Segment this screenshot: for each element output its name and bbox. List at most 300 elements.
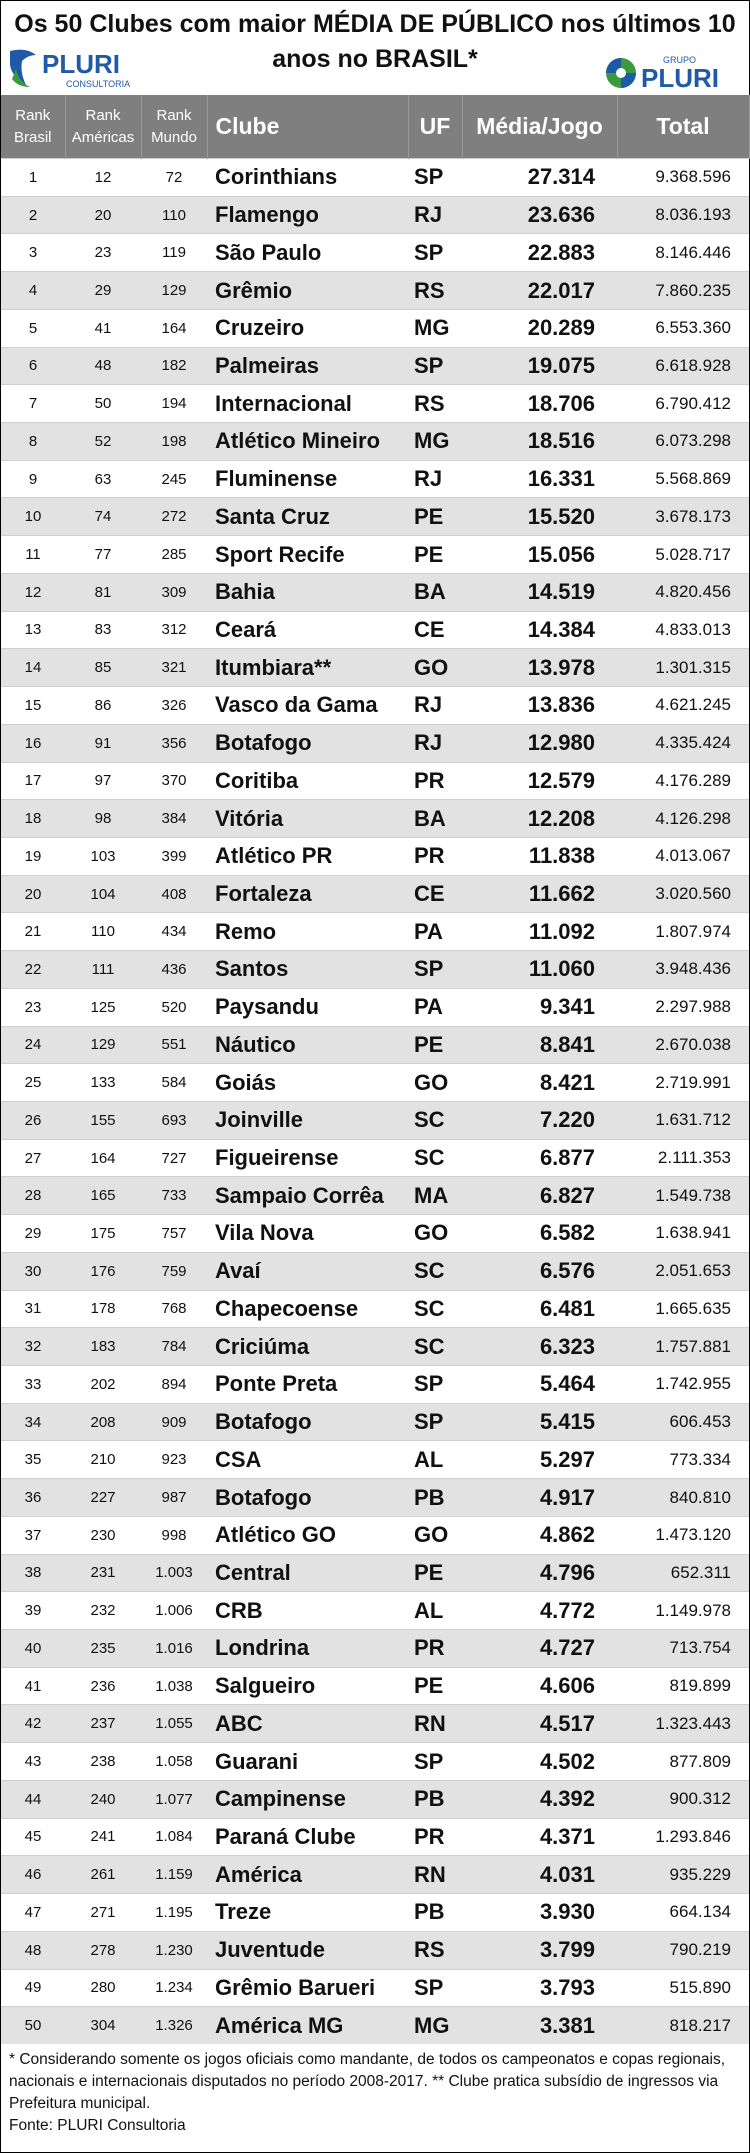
cell-rank-brasil: 18	[1, 800, 65, 838]
cell-total: 7.860.235	[617, 272, 749, 310]
cell-uf: GO	[408, 1516, 462, 1554]
cell-media-jogo: 11.060	[462, 951, 617, 989]
cell-media-jogo: 18.706	[462, 385, 617, 423]
cell-rank-brasil: 1	[1, 159, 65, 197]
cell-rank-mundo: 1.055	[141, 1705, 207, 1743]
cell-uf: SC	[408, 1328, 462, 1366]
table-row	[1, 272, 749, 310]
cell-media-jogo: 4.371	[462, 1818, 617, 1856]
cell-uf: SC	[408, 1252, 462, 1290]
cell-rank-mundo: 757	[141, 1215, 207, 1253]
table-row	[1, 1328, 749, 1366]
cell-rank-mundo: 1.003	[141, 1554, 207, 1592]
cell-club-name: América	[207, 1856, 408, 1894]
cell-rank-brasil: 3	[1, 234, 65, 272]
cell-total: 2.051.653	[617, 1252, 749, 1290]
cell-total: 900.312	[617, 1780, 749, 1818]
table-row	[1, 611, 749, 649]
cell-rank-americas: 50	[65, 385, 141, 423]
table-row	[1, 1592, 749, 1630]
cell-rank-brasil: 30	[1, 1252, 65, 1290]
cell-rank-mundo: 987	[141, 1479, 207, 1517]
cell-total: 6.553.360	[617, 309, 749, 347]
cell-rank-mundo: 129	[141, 272, 207, 310]
table-row	[1, 1931, 749, 1969]
cell-club-name: Criciúma	[207, 1328, 408, 1366]
table-row	[1, 498, 749, 536]
grupo-pluri-logo-top: GRUPO	[663, 55, 697, 65]
cell-rank-brasil: 39	[1, 1592, 65, 1630]
table-row	[1, 1403, 749, 1441]
cell-total: 515.890	[617, 1969, 749, 2007]
cell-club-name: Atlético GO	[207, 1516, 408, 1554]
col-rank-americas: Rank Américas	[65, 95, 141, 159]
cell-total: 790.219	[617, 1931, 749, 1969]
cell-total: 1.631.712	[617, 1101, 749, 1139]
cell-club-name: Sport Recife	[207, 536, 408, 574]
cell-rank-brasil: 28	[1, 1177, 65, 1215]
cell-rank-mundo: 312	[141, 611, 207, 649]
cell-uf: PE	[408, 536, 462, 574]
table-body	[1, 159, 749, 2044]
cell-rank-americas: 241	[65, 1818, 141, 1856]
table-row	[1, 234, 749, 272]
cell-rank-brasil: 11	[1, 536, 65, 574]
table-row	[1, 2007, 749, 2044]
cell-rank-brasil: 9	[1, 460, 65, 498]
cell-rank-brasil: 15	[1, 687, 65, 725]
cell-rank-mundo: 110	[141, 196, 207, 234]
cell-total: 5.028.717	[617, 536, 749, 574]
cell-total: 2.719.991	[617, 1064, 749, 1102]
cell-media-jogo: 19.075	[462, 347, 617, 385]
cell-uf: RJ	[408, 724, 462, 762]
cell-rank-brasil: 31	[1, 1290, 65, 1328]
cell-rank-brasil: 19	[1, 837, 65, 875]
cell-rank-mundo: 768	[141, 1290, 207, 1328]
cell-total: 818.217	[617, 2007, 749, 2044]
cell-uf: MG	[408, 309, 462, 347]
cell-rank-brasil: 43	[1, 1743, 65, 1781]
cell-total: 1.549.738	[617, 1177, 749, 1215]
cell-rank-americas: 208	[65, 1403, 141, 1441]
cell-uf: PB	[408, 1780, 462, 1818]
cell-rank-americas: 165	[65, 1177, 141, 1215]
cell-rank-americas: 110	[65, 913, 141, 951]
cell-rank-americas: 77	[65, 536, 141, 574]
cell-total: 877.809	[617, 1743, 749, 1781]
cell-rank-mundo: 72	[141, 159, 207, 197]
cell-media-jogo: 6.582	[462, 1215, 617, 1253]
cell-total: 1.473.120	[617, 1516, 749, 1554]
cell-rank-brasil: 27	[1, 1139, 65, 1177]
cell-rank-brasil: 24	[1, 1026, 65, 1064]
cell-total: 1.807.974	[617, 913, 749, 951]
table-row	[1, 988, 749, 1026]
cell-media-jogo: 4.862	[462, 1516, 617, 1554]
cell-media-jogo: 4.392	[462, 1780, 617, 1818]
cell-rank-americas: 278	[65, 1931, 141, 1969]
cell-rank-mundo: 309	[141, 573, 207, 611]
cell-rank-mundo: 923	[141, 1441, 207, 1479]
cell-rank-mundo: 326	[141, 687, 207, 725]
cell-total: 840.810	[617, 1479, 749, 1517]
cell-rank-brasil: 40	[1, 1630, 65, 1668]
cell-uf: SC	[408, 1101, 462, 1139]
cell-club-name: Corinthians	[207, 159, 408, 197]
cell-media-jogo: 13.978	[462, 649, 617, 687]
cell-total: 664.134	[617, 1894, 749, 1932]
cell-total: 819.899	[617, 1667, 749, 1705]
cell-total: 3.678.173	[617, 498, 749, 536]
table-row	[1, 800, 749, 838]
table-row	[1, 1064, 749, 1102]
footnote: * Considerando somente os jogos oficiais como mandante, de todos os campeonatos e copas regionais, nacionais e internacionais disputados no período 2008-2017. ** Clube pratica subsídio de ingressos via Prefeitura municipal.	[9, 2050, 726, 2112]
cell-rank-brasil: 2	[1, 196, 65, 234]
col-uf: UF	[408, 95, 462, 159]
cell-rank-brasil: 21	[1, 913, 65, 951]
cell-uf: MG	[408, 2007, 462, 2044]
cell-rank-americas: 129	[65, 1026, 141, 1064]
cell-rank-mundo: 370	[141, 762, 207, 800]
cell-club-name: Goiás	[207, 1064, 408, 1102]
cell-rank-brasil: 42	[1, 1705, 65, 1743]
cell-rank-americas: 52	[65, 423, 141, 461]
col-rank-brasil: Rank Brasil	[1, 95, 65, 159]
cell-rank-americas: 232	[65, 1592, 141, 1630]
cell-media-jogo: 7.220	[462, 1101, 617, 1139]
cell-media-jogo: 8.841	[462, 1026, 617, 1064]
table-row	[1, 196, 749, 234]
cell-rank-mundo: 894	[141, 1366, 207, 1404]
table-row	[1, 1743, 749, 1781]
cell-uf: SP	[408, 347, 462, 385]
cell-uf: RJ	[408, 687, 462, 725]
cell-uf: RN	[408, 1856, 462, 1894]
source-note: Fonte: PLURI Consultoria	[9, 2116, 186, 2134]
cell-club-name: Bahia	[207, 573, 408, 611]
cell-uf: RJ	[408, 460, 462, 498]
cell-club-name: ABC	[207, 1705, 408, 1743]
cell-rank-mundo: 321	[141, 649, 207, 687]
cell-rank-americas: 23	[65, 234, 141, 272]
cell-uf: PB	[408, 1479, 462, 1517]
cell-club-name: São Paulo	[207, 234, 408, 272]
cell-club-name: Vasco da Gama	[207, 687, 408, 725]
cell-uf: PR	[408, 837, 462, 875]
cell-rank-americas: 103	[65, 837, 141, 875]
table-row	[1, 1290, 749, 1328]
cell-club-name: Ponte Preta	[207, 1366, 408, 1404]
cell-media-jogo: 18.516	[462, 423, 617, 461]
cell-club-name: Grêmio Barueri	[207, 1969, 408, 2007]
cell-total: 2.670.038	[617, 1026, 749, 1064]
cell-media-jogo: 6.576	[462, 1252, 617, 1290]
cell-rank-americas: 98	[65, 800, 141, 838]
cell-club-name: Vitória	[207, 800, 408, 838]
grupo-pluri-logo-name: PLURI	[641, 63, 719, 93]
table-row	[1, 385, 749, 423]
cell-media-jogo: 4.917	[462, 1479, 617, 1517]
cell-club-name: Náutico	[207, 1026, 408, 1064]
table-row	[1, 1177, 749, 1215]
cell-club-name: Campinense	[207, 1780, 408, 1818]
header	[1, 1, 749, 95]
cell-media-jogo: 11.662	[462, 875, 617, 913]
cell-total: 6.073.298	[617, 423, 749, 461]
cell-club-name: Grêmio	[207, 272, 408, 310]
grupo-pluri-logo	[601, 47, 741, 93]
cell-uf: PE	[408, 1026, 462, 1064]
cell-rank-americas: 235	[65, 1630, 141, 1668]
cell-rank-brasil: 29	[1, 1215, 65, 1253]
cell-rank-brasil: 38	[1, 1554, 65, 1592]
cell-rank-mundo: 1.077	[141, 1780, 207, 1818]
cell-rank-americas: 125	[65, 988, 141, 1026]
cell-uf: BA	[408, 800, 462, 838]
cell-club-name: Remo	[207, 913, 408, 951]
cell-rank-brasil: 25	[1, 1064, 65, 1102]
cell-media-jogo: 23.636	[462, 196, 617, 234]
table-row	[1, 1441, 749, 1479]
cell-club-name: Central	[207, 1554, 408, 1592]
table-row	[1, 347, 749, 385]
cell-club-name: Treze	[207, 1894, 408, 1932]
cell-rank-mundo: 998	[141, 1516, 207, 1554]
cell-club-name: América MG	[207, 2007, 408, 2044]
cell-media-jogo: 4.031	[462, 1856, 617, 1894]
cell-rank-mundo: 164	[141, 309, 207, 347]
cell-rank-brasil: 47	[1, 1894, 65, 1932]
cell-rank-mundo: 759	[141, 1252, 207, 1290]
cell-club-name: Paraná Clube	[207, 1818, 408, 1856]
cell-rank-americas: 237	[65, 1705, 141, 1743]
cell-rank-brasil: 50	[1, 2007, 65, 2044]
cell-total: 1.293.846	[617, 1818, 749, 1856]
cell-media-jogo: 4.727	[462, 1630, 617, 1668]
cell-rank-brasil: 23	[1, 988, 65, 1026]
cell-rank-americas: 202	[65, 1366, 141, 1404]
cell-rank-brasil: 5	[1, 309, 65, 347]
cell-club-name: Itumbiara**	[207, 649, 408, 687]
cell-club-name: Avaí	[207, 1252, 408, 1290]
cell-rank-americas: 111	[65, 951, 141, 989]
cell-uf: RJ	[408, 196, 462, 234]
cell-uf: SP	[408, 1366, 462, 1404]
cell-uf: PE	[408, 1667, 462, 1705]
table-row	[1, 913, 749, 951]
table-row	[1, 1554, 749, 1592]
cell-total: 6.618.928	[617, 347, 749, 385]
cell-rank-mundo: 520	[141, 988, 207, 1026]
cell-rank-brasil: 44	[1, 1780, 65, 1818]
cell-media-jogo: 12.579	[462, 762, 617, 800]
cell-club-name: Figueirense	[207, 1139, 408, 1177]
table-row	[1, 1818, 749, 1856]
cell-rank-americas: 91	[65, 724, 141, 762]
cell-rank-americas: 304	[65, 2007, 141, 2044]
cell-rank-mundo: 1.016	[141, 1630, 207, 1668]
cell-media-jogo: 13.836	[462, 687, 617, 725]
table-row	[1, 1366, 749, 1404]
cell-media-jogo: 20.289	[462, 309, 617, 347]
cell-uf: MG	[408, 423, 462, 461]
cell-rank-mundo: 1.058	[141, 1743, 207, 1781]
cell-total: 4.176.289	[617, 762, 749, 800]
cell-rank-brasil: 49	[1, 1969, 65, 2007]
cell-total: 1.665.635	[617, 1290, 749, 1328]
cell-rank-brasil: 22	[1, 951, 65, 989]
cell-rank-mundo: 584	[141, 1064, 207, 1102]
cell-total: 773.334	[617, 1441, 749, 1479]
cell-rank-brasil: 45	[1, 1818, 65, 1856]
cell-rank-mundo: 784	[141, 1328, 207, 1366]
cell-rank-americas: 86	[65, 687, 141, 725]
cell-uf: PR	[408, 1630, 462, 1668]
pluri-logo-sub: CONSULTORIA	[66, 79, 131, 89]
table-row	[1, 1252, 749, 1290]
cell-media-jogo: 3.793	[462, 1969, 617, 2007]
cell-rank-mundo: 1.159	[141, 1856, 207, 1894]
cell-club-name: Guarani	[207, 1743, 408, 1781]
cell-total: 935.229	[617, 1856, 749, 1894]
cell-total: 5.568.869	[617, 460, 749, 498]
cell-total: 1.149.978	[617, 1592, 749, 1630]
cell-rank-americas: 227	[65, 1479, 141, 1517]
cell-uf: SP	[408, 234, 462, 272]
cell-rank-americas: 176	[65, 1252, 141, 1290]
cell-rank-americas: 85	[65, 649, 141, 687]
table-row	[1, 649, 749, 687]
cell-media-jogo: 27.314	[462, 159, 617, 197]
cell-rank-mundo: 727	[141, 1139, 207, 1177]
cell-rank-brasil: 14	[1, 649, 65, 687]
col-total: Total	[617, 95, 749, 159]
cell-club-name: Sampaio Corrêa	[207, 1177, 408, 1215]
cell-media-jogo: 3.930	[462, 1894, 617, 1932]
cell-rank-mundo: 119	[141, 234, 207, 272]
cell-uf: SP	[408, 159, 462, 197]
cell-total: 1.742.955	[617, 1366, 749, 1404]
cell-uf: GO	[408, 649, 462, 687]
cell-club-name: Juventude	[207, 1931, 408, 1969]
cell-total: 4.335.424	[617, 724, 749, 762]
table-row	[1, 309, 749, 347]
cell-media-jogo: 22.017	[462, 272, 617, 310]
cell-rank-americas: 81	[65, 573, 141, 611]
cell-total: 713.754	[617, 1630, 749, 1668]
cell-media-jogo: 5.464	[462, 1366, 617, 1404]
cell-uf: RS	[408, 385, 462, 423]
table-row	[1, 1139, 749, 1177]
cell-rank-mundo: 272	[141, 498, 207, 536]
cell-media-jogo: 14.519	[462, 573, 617, 611]
cell-total: 652.311	[617, 1554, 749, 1592]
cell-club-name: Botafogo	[207, 1479, 408, 1517]
cell-club-name: CRB	[207, 1592, 408, 1630]
table-row	[1, 1101, 749, 1139]
cell-uf: RS	[408, 1931, 462, 1969]
cell-media-jogo: 3.381	[462, 2007, 617, 2044]
cell-media-jogo: 6.481	[462, 1290, 617, 1328]
cell-uf: AL	[408, 1592, 462, 1630]
cell-rank-brasil: 8	[1, 423, 65, 461]
cell-media-jogo: 6.323	[462, 1328, 617, 1366]
cell-uf: RN	[408, 1705, 462, 1743]
cell-rank-americas: 155	[65, 1101, 141, 1139]
cell-media-jogo: 15.520	[462, 498, 617, 536]
cell-uf: SP	[408, 951, 462, 989]
cell-rank-brasil: 35	[1, 1441, 65, 1479]
cell-rank-mundo: 182	[141, 347, 207, 385]
cell-total: 4.820.456	[617, 573, 749, 611]
cell-rank-brasil: 17	[1, 762, 65, 800]
cell-rank-americas: 271	[65, 1894, 141, 1932]
table-row	[1, 423, 749, 461]
cell-rank-brasil: 20	[1, 875, 65, 913]
col-media: Média/Jogo	[462, 95, 617, 159]
cell-rank-mundo: 384	[141, 800, 207, 838]
cell-media-jogo: 6.827	[462, 1177, 617, 1215]
cell-rank-mundo: 399	[141, 837, 207, 875]
cell-club-name: CSA	[207, 1441, 408, 1479]
table-row	[1, 573, 749, 611]
cell-rank-brasil: 48	[1, 1931, 65, 1969]
cell-rank-brasil: 26	[1, 1101, 65, 1139]
cell-media-jogo: 4.772	[462, 1592, 617, 1630]
cell-rank-americas: 41	[65, 309, 141, 347]
table-row	[1, 1969, 749, 2007]
table-row	[1, 1630, 749, 1668]
cell-rank-brasil: 34	[1, 1403, 65, 1441]
table-row	[1, 687, 749, 725]
cell-rank-americas: 280	[65, 1969, 141, 2007]
cell-club-name: Paysandu	[207, 988, 408, 1026]
table-row	[1, 837, 749, 875]
ranking-table	[1, 95, 750, 2044]
cell-total: 2.297.988	[617, 988, 749, 1026]
col-clube: Clube	[207, 95, 408, 159]
cell-rank-americas: 29	[65, 272, 141, 310]
cell-club-name: Londrina	[207, 1630, 408, 1668]
cell-rank-americas: 20	[65, 196, 141, 234]
cell-uf: SP	[408, 1743, 462, 1781]
table-row	[1, 762, 749, 800]
cell-media-jogo: 12.208	[462, 800, 617, 838]
table-row	[1, 1215, 749, 1253]
table-row	[1, 951, 749, 989]
cell-media-jogo: 8.421	[462, 1064, 617, 1102]
cell-total: 1.323.443	[617, 1705, 749, 1743]
cell-rank-mundo: 1.084	[141, 1818, 207, 1856]
cell-rank-americas: 183	[65, 1328, 141, 1366]
cell-media-jogo: 4.796	[462, 1554, 617, 1592]
cell-total: 4.013.067	[617, 837, 749, 875]
table-row	[1, 724, 749, 762]
cell-rank-mundo: 1.326	[141, 2007, 207, 2044]
cell-rank-mundo: 436	[141, 951, 207, 989]
table-row	[1, 1516, 749, 1554]
cell-rank-mundo: 285	[141, 536, 207, 574]
cell-club-name: Santa Cruz	[207, 498, 408, 536]
cell-rank-brasil: 16	[1, 724, 65, 762]
cell-club-name: Palmeiras	[207, 347, 408, 385]
table-row	[1, 1705, 749, 1743]
cell-total: 4.126.298	[617, 800, 749, 838]
cell-rank-mundo: 1.230	[141, 1931, 207, 1969]
cell-uf: PE	[408, 1554, 462, 1592]
cell-media-jogo: 14.384	[462, 611, 617, 649]
